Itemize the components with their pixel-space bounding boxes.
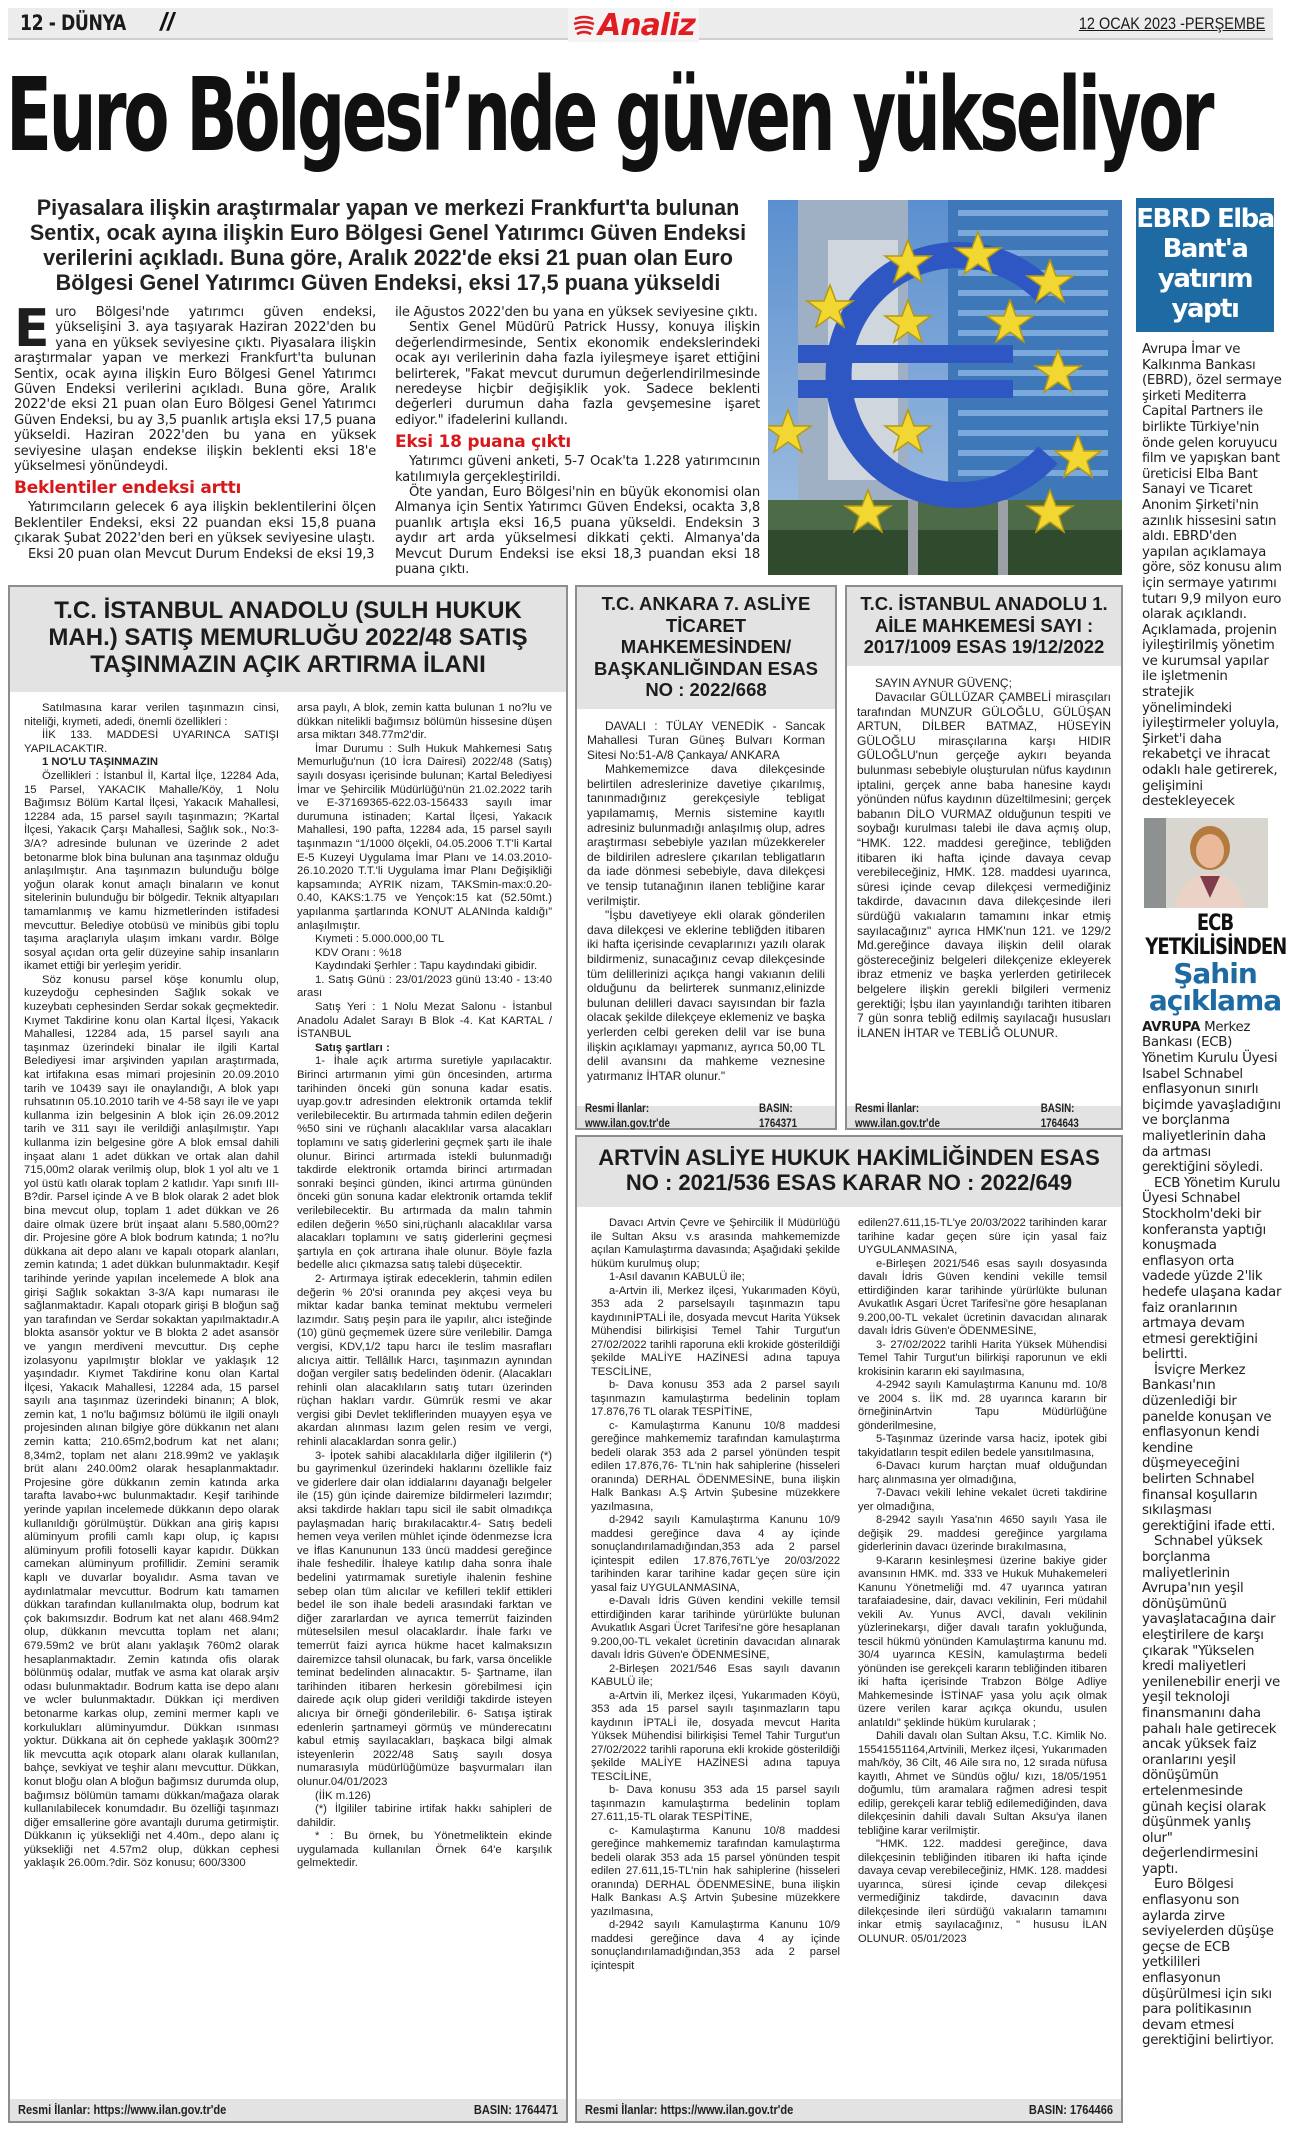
subheading-minus-18: Eksi 18 puana çıktı bbox=[395, 432, 572, 453]
ecb-headline-line2: Şahin açıklama bbox=[1148, 956, 1282, 1017]
notice-right-column: arsa paylı, A blok, zemin katta bulunan 1 no?lu ve dükkan nitelikli bağımsız bölümün hissesine düşen arsa miktarı 348.77m2'dir. İmar Durumu : Sulh Hukuk Mahkemesi Satış Memurluğu'nun (10 İcra Dairesi) 2022/48 (Satış) sayılı dosyası içerisinde bulunan; Kartal Belediyesi İmar ve Şehircilik Müdürlüğü'nün 21.02.2022 tarih ve E-37169365-622.03-156433 sayılı imar durumuna istinaden; Kartal İlçesi, Yakacık Mahallesi, 190 pafta, 12284 ada, 15 parsel sayılı taşınmazın “1/1000 ölçekli, 04.05.2006 T.T'li Kartal E-5 Kuzeyi Uygulama İmar Planı ve 14.03.2010-26.10.2020 T.T.'li Uygulama İmar Planı Değişikliği kapsamında; AYRIK nizam, TAKSmin-max:0.20-0.40, KAKS:1.75 ve Yençok:15 kat (52.50mt.) yapılanma şartlarında KONUT ALANInda kaldığı” anlaşılmıştır. Kıymeti : 5.000.000,00 TL KDV Oranı : %18 Kaydındaki Şerhler : Tapu kaydındaki gibidir. 1. Satış Günü : 23/01/2023 günü 13:40 - 13:40 arası Satış Yeri : 1 Nolu Mezat Salonu - İstanbul Anadolu Adalet Sarayı B Blok -4. Kat KARTAL / İSTANBUL Satış şartları : 1- İhale açık artırma suretiyle yapılacaktır. Birinci artırmanın yimi gün öncesinden, artırma tarihinden önceki gün sonuna kadar esatis. uyap.gov.tr adresinden elektronik ortamda teklif verilebilecektir. Bu artırmada tahmin edilen değerin %50 sini ve rüçhanlı alacaklılar varsa alacakları toplamını ve satış giderlerini geçmek şartı ile ihale olunur. Birinci artırmada istekli bulunmadığı takdirde elektronik ortamda birinci artırmadan sonraki beşinci günden, ikinci artırma gününden önceki gün sonuna kadar elektronik ortamda teklif verilebilecektir. Bu artırmada da malın tahmin edilen değerin %50 sini,rüçhanlı alacaklılar varsa alacakları toplamını ve satış giderlerini geçmesi şartıyla en çok artırana ihale olunur. Böyle fazla bedelle alıcı çıkmazsa satış talebi düşecektir. 2- Artırmaya iştirak edeceklerin, tahmin edilen değerin % 20'si oranında pey akçesi veya bu miktar kadar banka teminat mektubu vermeleri lazımdır. Satış peşin para ile yapılır, alıcı isteğinde (10) günü geçmemek üzere süre verilebilir. Damga vergisi, KDV,1/2 tapu harcı ile teslim masrafları alıcıya aittir. Tellâllık Harcı, taşınmazın aynından doğan vergiler satış bedelinden ödenir. (Alacakları rehinli olan alacaklıların satış tutarı üzerinden rüçhan hakları vardır. Gümrük resmi ve akar vergisi gibi Devlet tekliflerinden muayyen eşya ve akardan alınması lazım gelen resim ve vergi, rehinli alacaklardan sonra gelir.) 3- İpotek sahibi alacaklılarla diğer ilgililerin (*) bu gayrimenkul üzerindeki haklarını özellikle faiz ve giderlere dair olan iddialarını dayanağı belgeler ile (15) gün içinde dairemize bildirmeleri lazımdır; aksi takdirde hakları tapu sicil ile sabit olmadıkça paylaşmadan hariç bırakılacaktır.4- Satış bedeli hemen veya verilen mühlet içinde ödenmezse İcra ve İflas Kanununun 133 üncü maddesi gereğince ihale feshedilir. İhaleye katılıp daha sonra ihale bedelini yatırmamak suretiyle ihalenin feshine sebep olan tüm alıcılar ve kefilleri teklif ettikleri bedel ile son ihale bedeli arasındaki farktan ve diğer zararlardan ve ayrıca temerrüt faizinden müteselsilen mesul olacaklardır. İhale farkı ve temerrüt faizi ayrıca hükme hacet kalmaksızın dairemizce tahsil olunacak, bu fark, varsa öncelikle teminat bedelinden alınacaktır. 5- Şartname, ilan tarihinden itibaren herkesin görebilmesi için dairede açık olup gideri verildiği takdirde isteyen alıcıya bir örneği gönderilebilir. 6- Satışa iştirak edenlerin şartnameyi görmüş ve münderecatını kabul etmiş sayılacakları, başkaca bilgi almak isteyenlerin 2022/48 Satış sayılı dosya numarasıyla müdürlüğümüze başvurmaları ilan olunur.04/01/2023 (İİK m.126) (*) İlgililer tabirine irtifak hakkı sahipleri de dahildir. * : Bu örnek, bu Yönetmeliktein ekinde uygulamada kullanılan Örnek 64'e karşılık gelmektedir. bbox=[297, 702, 552, 1870]
article-paragraph: ile Ağustos 2022'den bu yana en yüksek seviyesine çıktı. bbox=[395, 305, 758, 320]
logo-swirl-icon bbox=[572, 13, 596, 37]
official-notices-link[interactable]: Resmi İlanlar: www.ilan.gov.tr'de bbox=[585, 1103, 670, 1130]
notice-body bbox=[10, 692, 566, 1871]
main-headline: Euro Bölgesi’nde güven yükseliyor bbox=[6, 56, 1212, 175]
notice-title: T.C. İSTANBUL ANADOLU 1. AİLE MAHKEMESİ SAYI : 2017/1009 ESAS 19/12/2022 bbox=[847, 587, 1121, 666]
notice-left-column: Satılmasına karar verilen taşınmazın cinsi, niteliği, kıymeti, adedi, önemli özellikleri : İİK 133. MADDESİ UYARINCA SATIŞI YAPILACAKTIR. 1 NO'LU TAŞINMAZIN Özellikleri : İstanbul İl, Kartal İlçe, 12284 Ada, 15 Parsel, YAKACIK Mahalle/Köy, 1 Nolu Bağımsız Bölüm Kartal İlçesi, Yakacık Mahallesi, 12284 ada, 15 parsel sayılı taşınmazın; ?Kartal İlçesi, Yakacık Çarşı Mahallesi, Sağlık sok., No:3-3/A? adresinde bulunan ve üzerinde 2 adet betonarme blok bina bulunan ana taşınmaz olduğu anlaşılmıştır. Ana taşınmazın bulunduğu bölge yoğun olarak konut amaçlı binaların ve konut sitelerinin bulunduğu bir bölgedir. Teknik altyapıları tamamlanmış ve kamu hizmetlerinden istifadesi mevcuttur. Belediye otobüsü ve minibüs gibi toplu taşıma araçlarıyla ulaşım imkanı vardır. Bölge sosyal açıdan orta gelir düzeyine sahip insanların ikamet ettiği bir yerleşim yeridir. Söz konusu parsel köşe konumlu olup, kuzeydoğu cephesinden Sağlık sokak ve kuzeybatı cephesinden Serdar sokak geçmektedir. Kıymet Takdirine konu olan Kartal İlçesi, Yakacık Mahallesi, 12284 ada, 15 parsel sayılı ana taşınmaz üzerindeki binalar ile ilgili Kartal Belediyesi imar arşivinden yapılan araştırmada, kat irtifakına esas mimari projesinin 20.09.2010 tarih ve 10439 sayı ile onaylandığı, A blok yapı ruhsatının 05.10.2010 tarih ve 4-58 sayı ile ve yapı kullanma izin belgesinin A blok için 26.09.2012 tarih ve 311 sayı ile verildiği anlaşılmıştır. Yapı kullanma izin belgesine göre A blok emsal dahili inşaat alanı 1 adet dükkan ve ortak alan dahil 715,00m2 olarak verilmiş olup, blok 1 yol altı ve 1 yol üstü katlı olarak toplam 2 katlıdır. Yapı sınıfı III-B?dir. Parsel içinde A ve B blok olarak 2 adet blok bina mevcut olup, toplam 1 adet dükkan ve 26 daire olmak üzere brüt inşaat alanı 5.580,00m2?dir. Projesine göre A blok bodrum katında; 1 no?lu dükkana ait depo alanı ve kapalı otopark alanları, zemin katında; 1 adet dükkan bulunmaktadır. Keşif tarihinde yerinde yapılan incelemede A blok ana girişi Sağlık sokaktan 3-3/A kapı numarası ile sağlanmaktadır. Kapalı otopark girişi B bloğun sağ yan tarafından ve Serdar sokaktan yapılmaktadır.A blokta asansör yoktur ve B blokta 2 adet asansör ve yangın merdiveni mevcuttur. Dış cephe izolasyonu yapılmıştır bloklar ve yaklaşık 12 yaşındadır. Kıymet Takdirine konu olan Kartal İlçesi, Yakacık Mahallesi, 12284 ada, 15 parsel sayılı ana taşınmaz üzerindeki binanın; A blok, zemin kat, 1 no'lu bağımsız bölümü ile ilgili onaylı projesinden alınan bilgiye göre dükkanın net alanı zemin katta; 210.65m2,bodrum kat net alanı; 8,34m2, toplam net alanı 218.99m2 ve yaklaşık brüt alanı 240.00m2 olarak hesaplanmaktadır. Projesine göre dükkanın zemin katında arka tarafta lavabo+wc bulunmaktadır. Keşif tarihinde yerinde yapılan incelemede dükkanın depo olarak kullanıldığı görülmüştür. Dükkan ana giriş kapısı alüminyum profili camlı kapı olup, iç kapısı alüminyum profili fotoselli kayar kapıdır. Dükkan camekan alüminyum profillidir. Zemini seramik kaplı ve duvarlar boyalıdır. Asma tavan ve aydınlatmalar mevcuttur. Bodrum katı tamamen dükkan tarafından kullanılmakta olup, bodrum kat çok bakımsızdır. Bodrum kat net alanı 468.94m2 olup, dükkanın mevcutta toplam net alanı; 679.59m2 ve brüt alanı yaklaşık 760m2 olarak hesaplanmaktadır. Zemin katında ofis olarak bölünmüş odalar, mutfak ve asma kat olarak arşiv odası bulunmaktadır. Bodrum katta ise depo alanı ve wcler bulunmaktadır. Dükkan içi merdiven betonarme karkas olup, zemini mermer kaplı ve korkulukları alüminyumdur. Dükkan ısınması yoktur. Dükkana ait ön cephede yaklaşık 300m2?lik mevcutta açık otopark alanı olarak kullanılan, bahçe, sevkiyat ve teşhir alanı mevcuttur. Dükkan, konut bloğu olan A bloğun bağımsız durumda olup, bağımsız bölümün tamamı dükkan/mağaza olarak kullanılabilecek konumdadır. Bu özelliği taşınmazı diğer emsallerine göre avantajlı duruma getirmiştir. Dükkanın iç yüksekliği net 4.40m., depo alanı iç yüksekliği net 4.57m2 olup, dükkan cephesi yaklaşık 26.00m.?dir. Söz konusu; 600/3300 bbox=[24, 702, 279, 1870]
issue-date: 12 OCAK 2023 -PERŞEMBE bbox=[1078, 14, 1265, 33]
official-notices-link[interactable]: Resmi İlanlar: https://www.ilan.gov.tr'de bbox=[585, 2102, 794, 2118]
legal-notice-artvin bbox=[575, 1135, 1123, 2123]
press-code: BASIN: 1764471 bbox=[473, 2102, 558, 2118]
notice-body: SAYIN AYNUR GÜVENÇ; Davacılar GÜLLÜZAR ÇAMBELİ mirasçıları tarafından MUNZUR GÜLOĞLU, GÜLÜŞAN ARTUN, DİLBER BATMAZ, HÜSEYİN GÜLOĞLU mirasçılarına karşı HIDIR GÜLOĞLU'nun gerçeğe aykırı beyanda bulunması sebebiyle oluşturulan nüfus kaydının iptalini, gerçek anne baba hanesine kaydı yönünden nüfus kaydının düzeltilmesini; gerçek babanın DİLO VURMAZ olduğunun tespiti ve soybağı kurulması talebi ile dava açmış olup, “HMK. 122. maddesi gereğince, tebliğden itibaren iki hafta içinde davaya cevap verebileceğiniz, HMK. 128. maddesi uyarınca, süresi içinde cevap dilekçesi vermediğiniz takdirde, davacının dava dilekçesinde ileri sürdüğü vakıaların tamamını inkar etmiş sayılacağınız" ayrıca HMK'nun 121. ve 129/2 Md.gereğince davaya ilişkin delil olarak göstereceğiniz belgeleri dilekçenize ekleyerek ibraz etmeniz ve başka yerlerden getirilecek belgelere ilişkin gerekli bilgileri vermeniz gerektiği; İşbu ilan yayınlandığı tarihten itibaren 7 gün sonra tebliğ edilmiş sayılacağı hususları İLANEN İHTAR ve TEBLİĞ OLUNUR. bbox=[857, 675, 1111, 1040]
euro-sign-illustration bbox=[768, 200, 1122, 575]
notice-body bbox=[577, 1207, 1121, 1973]
press-code: BASIN: 1764371 bbox=[759, 1103, 798, 1130]
notice-footer bbox=[10, 2099, 566, 2121]
newspaper-logo[interactable] bbox=[568, 8, 699, 42]
right-rail bbox=[1130, 198, 1300, 2049]
ecb-article-text: AVRUPA Merkez Bankası (ECB) Yönetim Kurulu Üyesi Isabel Schnabel enflasyonun sınırlı biçimde yavaşladığını ve borçlanma maliyetlerinin daha da artması gerektiğini söyledi. ECB Yönetim Kurulu Üyesi Schnabel Stockholm'deki bir konferansta yaptığı konuşmada enflasyon orta vadede yüzde 2'lik hedefe ulaşana kadar faiz oranlarının artmaya devam etmesi gerektiğini belirtti. İsviçre Merkez Bankası'nın düzenlediği bir panelde konuşan ve enflasyonun kendi kendine düşmeyeceğini belirten Schnabel finansal koşulların sıkılaşması gerektiğini ifade etti. Schnabel yüksek borçlanma maliyetlerinin Avrupa'nın yeşil dönüşümünü yavaşlatacağına dair eleştirilere de karşı çıkarak "Yükselen kredi maliyetleri yenilenebilir enerji ve yeşil teknoloji finansmanını daha pahalı hale getirecek ancak yüksek faiz oranlarını yeşil dönüşümün ertelenmesinde günah keçisi olarak düşünmek yanlış olur" değerlendirmesini yaptı. Euro Bölgesi enflasyonu son aylarda zirve seviyelerden düşüşe geçse de ECB yetkilileri enflasyonun düşürülmesi için sıkı para politikasının devam etmesi gerektiğini belirtiyor. bbox=[1142, 1019, 1282, 2049]
article-paragraph: Yatırımcı güveni anketi, 5-7 Ocak'ta 1.228 yatırımcının katılımıyla gerçekleştirildi. bbox=[395, 454, 760, 485]
section-label: 12 - DÜNYA bbox=[20, 11, 126, 35]
article-paragraph: Öte yandan, Euro Bölgesi'nin en büyük ekonomisi olan Almanya için Sentix Yatırımcı Güven Endeksi, ocakta 3,8 puanlık artışla eksi 16,5 puana yükseldi. Endeksin 3 aydır art arda yükselmesi dikkati çekti. Almanya'da Mevcut Durum Endeksi ise eksi 18,3 puandan eksi 18 puana çıktı. bbox=[395, 485, 760, 578]
notice-footer bbox=[847, 1103, 1121, 1130]
article-paragraph: Yatırımcıların gelecek 6 aya ilişkin beklentilerini ölçen Beklentiler Endeksi, eksi 22 puandan eksi 15,8 puana çıkarak Şubat 2022'den beri en yüksek seviyesine ulaştı. bbox=[14, 500, 376, 547]
ebrd-headline-box: EBRD Elba Bant'a yatırım yaptı bbox=[1136, 198, 1274, 332]
section-slashes: // bbox=[160, 8, 174, 36]
notice-right-column: edilen27.611,15-TL'ye 20/03/2022 tarihinden karar tarihine kadar geçen süre için yasal faiz UYGULANMASINA, e-Birleşen 2021/546 esas sayılı dosyasında davalı İdris Güven kendini vekille temsil ettirdiğinden karar tarihinde yürürlükte bulunan Avukatlık Asgari Ücret Tarifesi'ne göre hesaplanan 9.200,00-TL vekalet ücretinin davacıdan alınarak davalı İdris Güven'e ÖDENMESİNE, 3- 27/02/2022 tarihli Harita Yüksek Mühendisi Temel Tahir Turgut'un bilirkişi raporunun ve ekli krokisinin kararın eki sayılmasına, 4-2942 sayılı Kamulaştırma Kanunu md. 10/8 ve 2004 s. İİK md. 28 uyarınca kararın bir örneğininArtvin Tapu Müdürlüğüne gönderilmesine, 5-Taşınmaz üzerinde varsa haciz, ipotek gibi takyidatların tespit edilen bedele yansıtılmasına, 6-Davacı kurum harçtan muaf olduğundan harç alınmasına yer olmadığına, 7-Davacı vekili lehine vekalet ücreti takdirine yer olmadığına, 8-2942 sayılı Yasa'nın 4650 sayılı Yasa ile değişik 29. maddesi gereğince yargılama giderlerinin davacı üzerinde bırakılmasına, 9-Kararın kesinleşmesi üzerine bakiye gider avansının HMK. md. 333 ve Hukuk Muhakemeleri Kanunu Yönetmeliği md. 47 uyarınca yatıran tarafaiadesine, dair, davacı vekilinin, Feri müdahil vekili Av. Yunus AVCİ, davalı vekilinin yüzlerinekarşı, diğer davalı tarafın yokluğunda, tescil hükmü yönünden Kamulaştırma kanunu md. 30/4 uyarınca KESİN, kamulaştırma bedeli yönünden ise gerekçeli kararın tebliğinden itibaren iki hafta içerisinde Trabzon Bölge Adliye Mahkemesinde İSTİNAF yasa yolu açık olmak üzere verilen karar açıkça okundu, usulen anlatıldı" şeklinde hüküm kurularak ; Dahili davalı olan Sultan Aksu, T.C. Kimlik No. 15541551164,Artvinili, Merkez ilçesi, Yukarımaden mah/köy, 36 Cilt, 46 Aile sıra no, 12 sırada nüfusa kayıtlı, Ahmet ve Sündüs oğlu/ kızı, 18/05/1951 doğumlu, tüm aramalara rağmen adresi tespit edilip, gerekçeli karar tebliğ edilemediğinden, dava dilekçesinin dahili davalı Sultan Aksu'ya ilanen tebliğine karar verilmiştir. "HMK. 122. maddesi gereğince, dava dilekçesinin tebliğinden itibaren iki hafta içinde davaya cevap verebileceğiniz, HMK. 128. maddesi uyarınca, süresi içinde cevap dilekçesi vermediğiniz takdirde, davacının dava dilekçesinde ileri sürdüğü vakıaların tamamını inkar etmiş sayılacağınız, " hususu İLAN OLUNUR. 05/01/2023 bbox=[858, 1217, 1107, 1945]
subheading-expectations: Beklentiler endeksi arttı bbox=[14, 478, 242, 499]
article-column-1 bbox=[14, 299, 376, 562]
page-header bbox=[8, 7, 1273, 43]
article-column-2 bbox=[395, 305, 760, 578]
press-code: BASIN: 1764466 bbox=[1028, 2102, 1113, 2118]
legal-notice-ankara-ticaret bbox=[575, 585, 837, 1130]
official-notices-link[interactable]: Resmi İlanlar: www.ilan.gov.tr'de bbox=[855, 1103, 940, 1130]
article-deck: Piyasalara ilişkin araştırmalar yapan ve merkezi Frankfurt'ta bulunan Sentix, ocak ayına ilişkin Euro Bölgesi Genel Yatırımcı Güven Endeksi verilerini açıkladı. Buna göre, Aralık 2022'de eksi 21 puan olan Euro Bölgesi Genel Yatırımcı Güven Endeksi, eksi 17,5 puana yükseldi bbox=[29, 195, 747, 295]
logo-text: Analiz bbox=[598, 7, 695, 43]
legal-notice-istanbul-sulh-hukuk bbox=[8, 585, 568, 2123]
drop-cap: E bbox=[14, 299, 50, 359]
ecb-headline-line1: ECB YETKİLİSİNDEN bbox=[1145, 910, 1287, 960]
person-portrait-icon bbox=[1144, 818, 1268, 908]
article-paragraph: Eksi 20 puan olan Mevcut Durum Endeksi de eksi 19,3 bbox=[28, 546, 375, 562]
ebrd-article-text: Avrupa İmar ve Kalkınma Bankası (EBRD), özel sermaye şirketi Mediterra Capital Partners ile birlikte Türkiye'nin önde gelen koruyucu film ve yapışkan bant üreticisi Elba Bant Sanayi ve Ticaret Anonim Şirketi'nin azınlık hissesini satın aldı. EBRD'den yapılan açıklamaya göre, söz konusu alım için sermaye yatırımı tutarı 9,9 milyon euro olarak açıklandı. Açıklamada, projenin iyileştirilmiş yönetim ve kurumsal yapılar ile işletmenin stratejik yönelimindeki iyileştirmeler yoluyla, Şirket'i daha rekabetçi ve ihracat odaklı hale getirerek, gelişimini destekleyecek bbox=[1142, 342, 1282, 810]
official-notices-link[interactable]: Resmi İlanlar: https://www.ilan.gov.tr'de bbox=[18, 2102, 227, 2118]
euro-sculpture-photo bbox=[768, 200, 1122, 575]
notice-body: DAVALI : TÜLAY VENEDİK - Sancak Mahallesi Turan Güneş Bulvarı Korman Sitesi No:51-A/8 Çankaya/ ANKARA Mahkememizce dava dilekçesinde belirtilen adreslerinize davetiye çıkarılmış, tanınmadığınız gerekçesiyle tebligat yapılamamış, Mernis sistemine kayıtlı adresiniz bulunmadığı anlaşılmış olup, adres araştırması sebebiyle yazılan müzekkereler de bildirilen adreslere çıkarılan tebligatların da iade dönmesi sebebiyle, dava dilekçesi ve tensip tutanağının ilanen tebliğine karar verilmiştir. "İşbu davetiyeye ekli olarak gönderilen dava dilekçesi ve eklerine tebliğden itibaren iki hafta içerisinde cevaplarınızı yazılı olarak bildirmeniz, sunacağınız cevap dilekçesinde tüm delillerinizi açıkça hangi vakıanın delili olduğunu da belirterek sunmanız,elinizde bulunan delilleri davacı sayısından bir fazla olacak şekilde dilekçeye eklemeniz ve başka yerlerden celbi gereken delil var ise buna ilişkin açıklamayı yapmanız, ayrıca 50,00 TL delil avansını da mahkeme veznesine yatırmanız İHTAR olunur." bbox=[587, 718, 825, 1083]
article-paragraph: Sentix Genel Müdürü Patrick Hussy, konuya ilişkin değerlendirmesinde, Sentix ekonomik endekslerindeki ocak ayı verilerinin daha fazla iyileşmeye işaret ettiğini belirterek, "Fakat mevcut durumun değerlendirilmesinde neredeyse hiçbir değişiklik yok. Sadece beklenti değerleri durumun daha fazla gevşemesine işaret ediyor." ifadelerini kullandı. bbox=[395, 320, 760, 428]
article-paragraph: Euro Bölgesi'nde yatırımcı güven endeksi, yükselişini 3. aya taşıyarak Haziran 2022'den bu yana en yüksek seviyesine çıktı. Piyasalara ilişkin araştırmalar yapan ve merkezi Frankfurt'ta bulunan Sentix, ocak ayına ilişkin Euro Bölgesi Genel Yatırımcı Güven Endeksi verilerini açıkladı. Buna göre, Aralık 2022'de eksi 21 puan olan Euro Bölgesi Genel Yatırımcı Güven Endeksi, bu ay 3,5 puanlık artışla eksi 17,5 puana yükseldi. Haziran 2022'den bu yana en yüksek seviyesine ulaşan endekse ilişkin beklenti eksi 18'e yükselmesi yönündeydi. bbox=[14, 299, 376, 475]
legal-notice-istanbul-aile bbox=[845, 585, 1123, 1130]
ecb-official-photo bbox=[1144, 818, 1268, 908]
notice-left-column: Davacı Artvin Çevre ve Şehircilik İl Müdürlüğü ile Sultan Aksu v.s arasında mahkememizde açılan Kamulaştırma davasında; Aşağıdaki şekilde hüküm kurulmuş olup; 1-Asıl davanın KABULÜ ile; a-Artvin ili, Merkez ilçesi, Yukarımaden Köyü, 353 ada 2 parselsayılı taşınmazın tapu kaydınınİPTALİ ile, dosyada mevcut Harita Yüksek Mühendisi bilirkişisi Temel Tahir Turgut'un 27/02/2022 tarihli raporuna ekli krokide gösterildiği şekilde MALİYE HAZİNESİ adına tapuya TESCİLİNE, b- Dava konusu 353 ada 2 parsel sayılı taşınmazın kamulaştırma bedelinin toplam 17.876,76 TL olarak TESPİTİNE, c- Kamulaştırma Kanunu 10/8 maddesi gereğince mahkememiz tarafından kamulaştırma bedeli olarak 353 ada 2 parsel yönünden tespit edilen 17.876,76- TL'nin hak sahiplerine (hisseleri oranında) DERHAL ÖDENMESİNE, buna ilişkin Halk Bankası A.Ş Artvin Şubesine müzekkere yazılmasına, d-2942 sayılı Kamulaştırma Kanunu 10/9 maddesi gereğince dava 4 ay içinde sonuçlandırılamadığından,353 ada 2 parsel içintespit edilen 17.876,76TL'ye 20/03/2022 tarihinden karar tarihine kadar geçen süre için yasal faiz UYGULANMASINA, e-Davalı İdris Güven kendini vekille temsil ettirdiğinden karar tarihinde yürürlükte bulunan Avukatlık Asgari Ücret Tarifesi'ne göre hesaplanan 9.200,00-TL vekalet ücretinin davacıdan alınarak davalı İdris Güven'e ÖDENMESİNE, 2-Birleşen 2021/546 Esas sayılı davanın KABULÜ ile; a-Artvin ili, Merkez ilçesi, Yukarımaden Köyü, 353 ada 15 parsel sayılı taşınmazların tapu kaydının İPTALİ ile, dosyada mevcut Harita Yüksek Mühendisi bilirkişisi Temel Tahir Turgut'un 27/02/2022 tarihli raporuna ekli krokide gösterildiği şekilde MALİYE HAZİNESİ adına tapuya TESCİLİNE, b- Dava konusu 353 ada 15 parsel sayılı taşınmazın kamulaştırma bedelinin toplam 27.611,15-TL olarak TESPİTİNE, c- Kamulaştırma Kanunu 10/8 maddesi gereğince mahkememiz tarafından kamulaştırma bedeli olarak 353 ada 15 parsel yönünden tespit edilen 27.611,15-TL'nin hak sahiplerine (hisseleri oranında) DERHAL ÖDENMESİNE, buna ilişkin Halk Bankası A.Ş Artvin Şubesine müzekkere yazılmasına, d-2942 sayılı Kamulaştırma Kanunu 10/9 maddesi gereğince dava 4 ay içinde sonuçlandırılamadığından,353 ada 2 parsel içintespit bbox=[591, 1217, 840, 1972]
notice-footer bbox=[577, 2099, 1121, 2121]
press-code: BASIN: 1764643 bbox=[1040, 1103, 1079, 1130]
notice-title: T.C. İSTANBUL ANADOLU (SULH HUKUK MAH.) SATIŞ MEMURLUĞU 2022/48 SATIŞ TAŞINMAZIN AÇIK ARTIRMA İLANI bbox=[10, 587, 566, 692]
notice-footer bbox=[577, 1103, 835, 1130]
notice-title: T.C. ANKARA 7. ASLİYE TİCARET MAHKEMESİNDEN/ BAŞKANLIĞINDAN ESAS NO : 2022/668 bbox=[577, 587, 835, 709]
notice-title: ARTVİN ASLİYE HUKUK HAKİMLİĞİNDEN ESAS NO : 2021/536 ESAS KARAR NO : 2022/649 bbox=[577, 1137, 1121, 1207]
